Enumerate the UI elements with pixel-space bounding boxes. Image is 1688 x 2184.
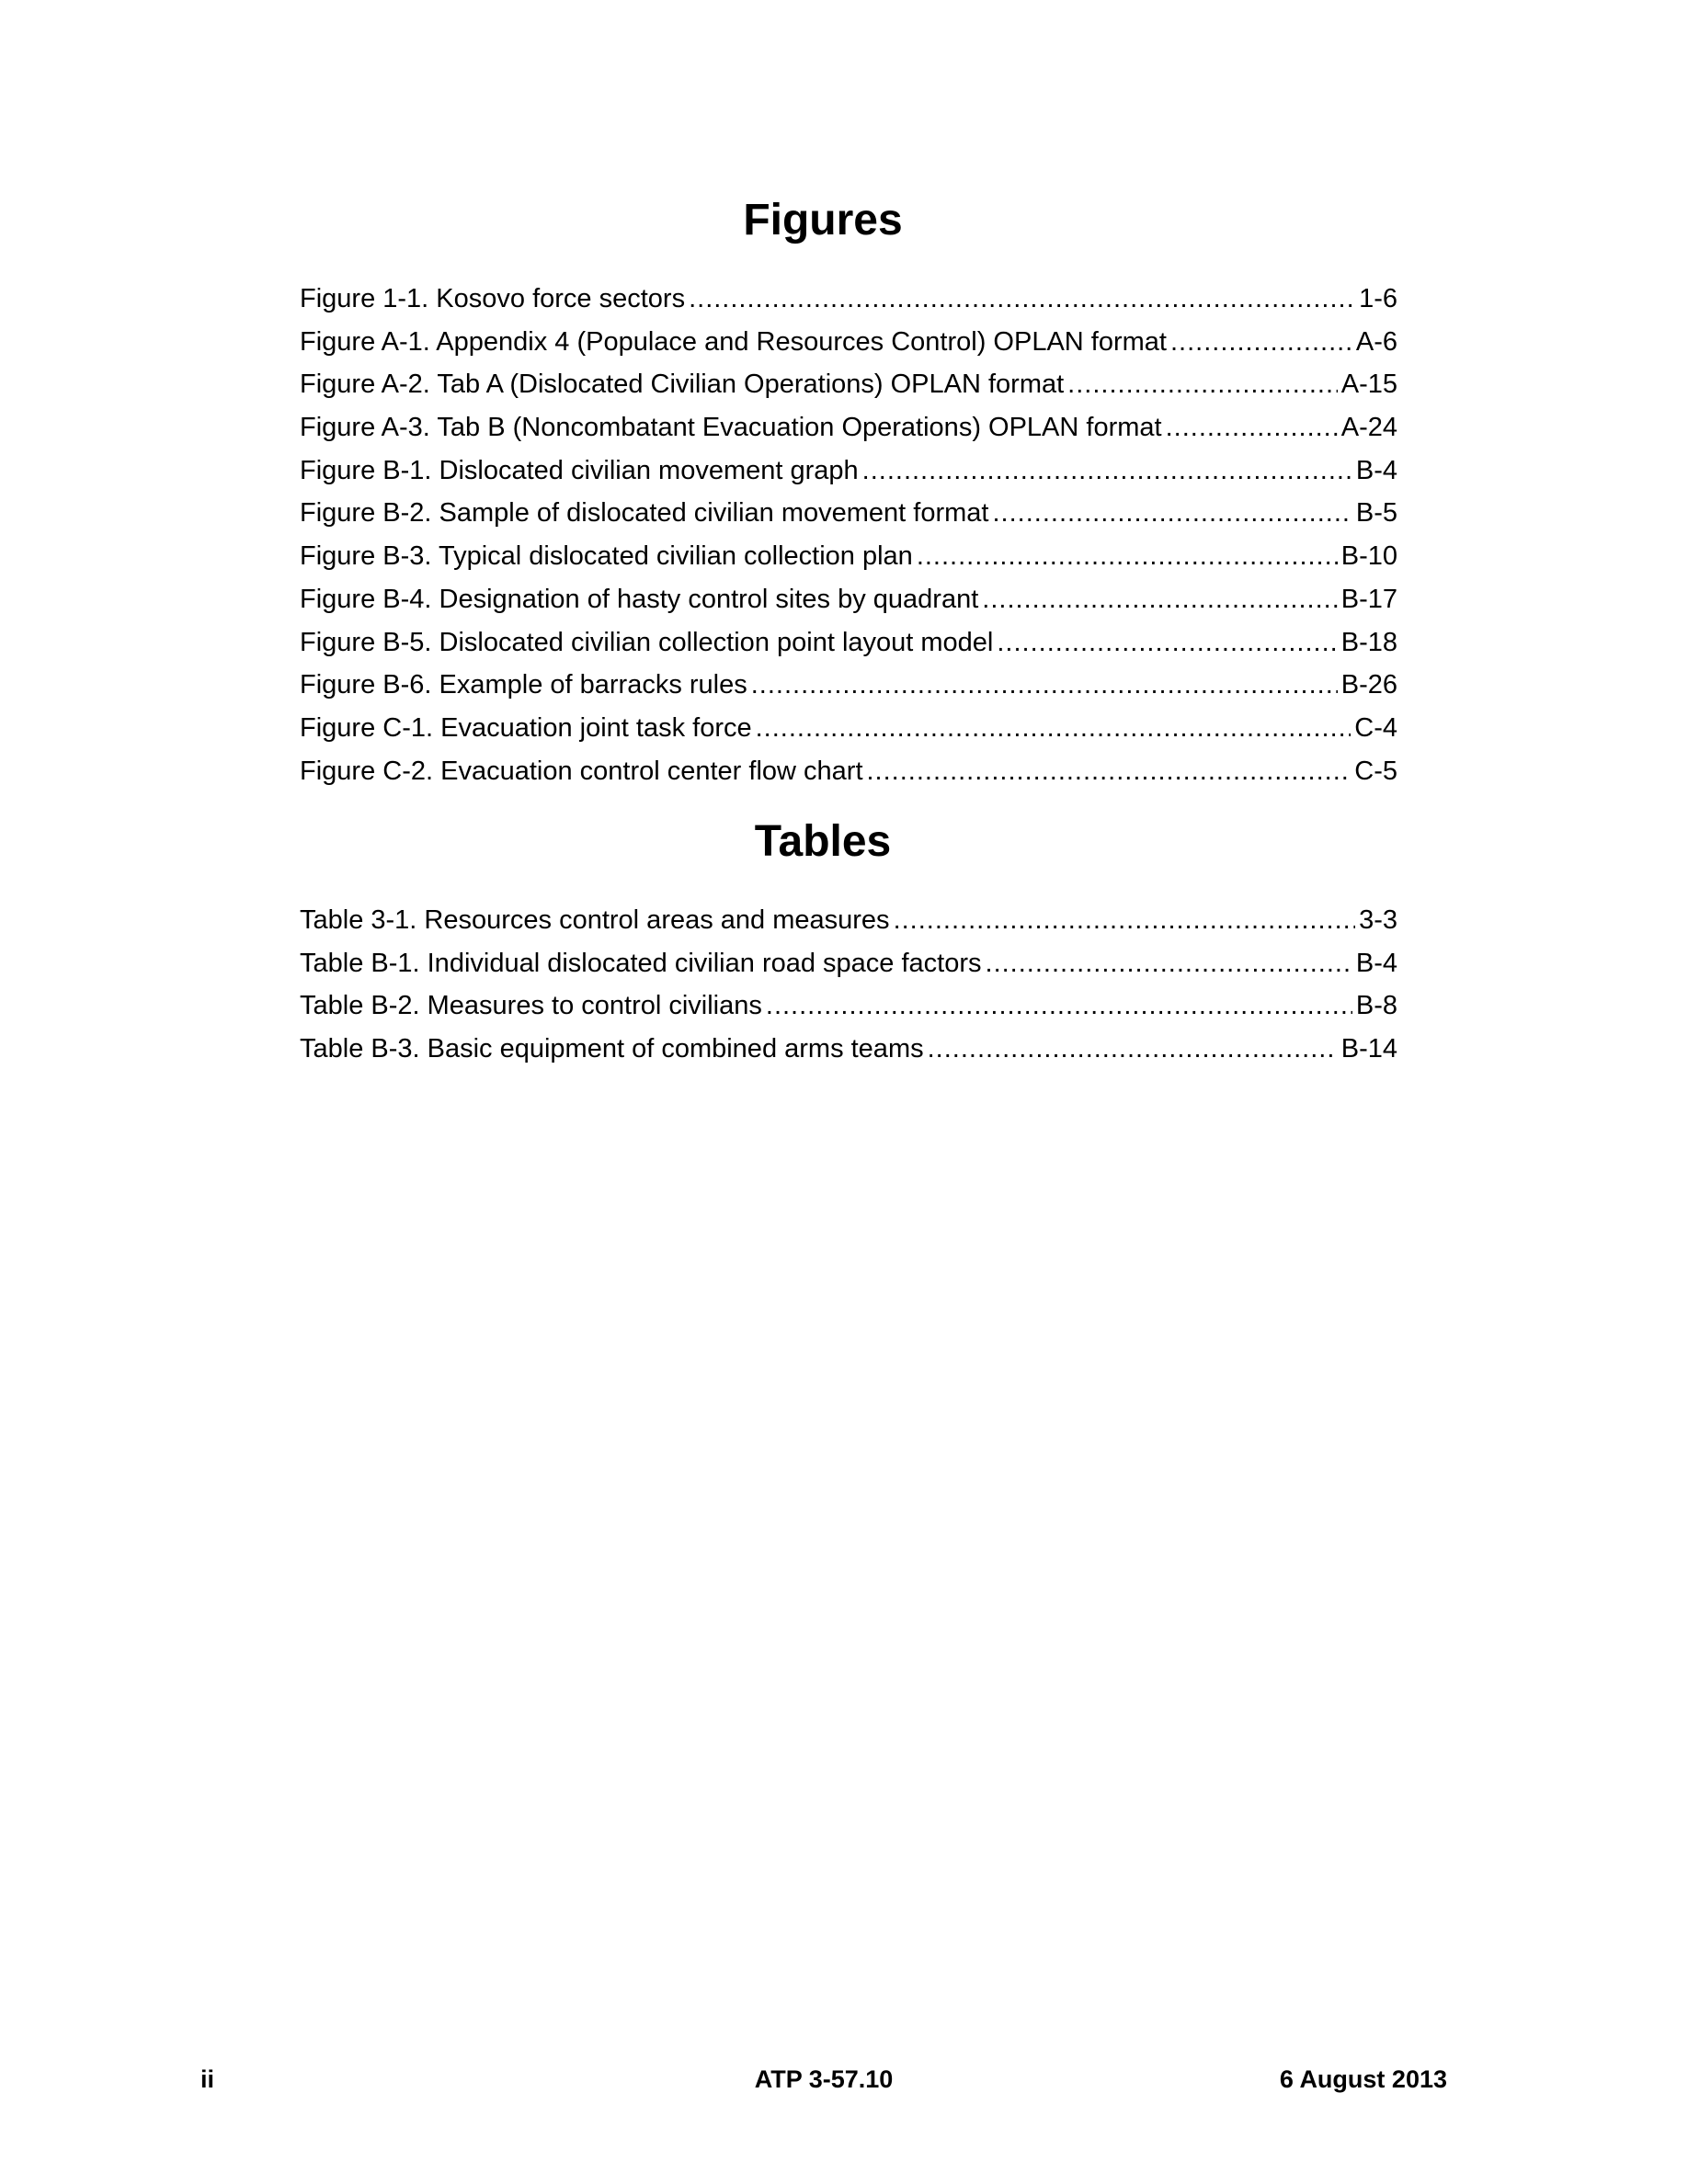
toc-entry-label: Figure 1-1. Kosovo force sectors xyxy=(300,284,686,313)
toc-entry-label: Table B-2. Measures to control civilians xyxy=(300,991,762,1021)
figures-heading: Figures xyxy=(743,196,903,245)
toc-entry[interactable] xyxy=(300,984,1397,1028)
toc-entry[interactable] xyxy=(300,621,1397,665)
tables-list xyxy=(300,899,1397,1071)
toc-entry-page: B-17 xyxy=(1340,584,1397,614)
toc-entry-page: 3-3 xyxy=(1359,905,1397,935)
toc-entry-label: Figure B-6. Example of barracks rules xyxy=(300,670,747,700)
toc-entry[interactable] xyxy=(300,750,1397,793)
toc-entry-page: B-8 xyxy=(1355,991,1397,1021)
toc-entry-page: B-26 xyxy=(1340,670,1397,700)
toc-dot-leader xyxy=(1170,321,1352,364)
toc-entry-page: B-4 xyxy=(1355,455,1397,485)
toc-entry[interactable] xyxy=(300,942,1397,985)
toc-dot-leader xyxy=(689,278,1355,321)
toc-dot-leader xyxy=(766,984,1352,1028)
toc-dot-leader xyxy=(986,942,1352,985)
toc-entry-page: B-10 xyxy=(1340,541,1397,572)
toc-dot-leader xyxy=(1067,363,1338,406)
toc-entry-page: A-24 xyxy=(1340,413,1397,443)
toc-dot-leader xyxy=(982,578,1337,621)
toc-entry[interactable] xyxy=(300,363,1397,406)
footer-date: 6 August 2013 xyxy=(1279,2065,1447,2093)
toc-entry[interactable] xyxy=(300,449,1397,493)
toc-entry-page: B-18 xyxy=(1340,627,1397,657)
toc-entry[interactable] xyxy=(300,406,1397,449)
toc-dot-leader xyxy=(992,492,1352,535)
toc-dot-leader xyxy=(997,621,1337,665)
toc-entry-label: Figure C-2. Evacuation control center flow chart xyxy=(300,756,863,786)
toc-entry-label: Figure B-1. Dislocated civilian movement graph xyxy=(300,455,859,485)
toc-entry-page: B-4 xyxy=(1355,948,1397,978)
footer-page-number: ii xyxy=(200,2065,215,2093)
toc-entry-page: C-5 xyxy=(1354,756,1397,786)
toc-entry-label: Figure B-2. Sample of dislocated civilian movement format xyxy=(300,498,989,529)
toc-dot-leader xyxy=(917,535,1338,578)
toc-entry-label: Figure B-5. Dislocated civilian collection point layout model xyxy=(300,627,994,657)
toc-entry[interactable] xyxy=(300,899,1397,942)
toc-entry-label: Table B-1. Individual dislocated civilian road space factors xyxy=(300,948,982,978)
toc-dot-leader xyxy=(867,750,1352,793)
toc-dot-leader xyxy=(1166,406,1338,449)
toc-dot-leader xyxy=(862,449,1352,493)
toc-dot-leader xyxy=(928,1028,1338,1071)
toc-dot-leader xyxy=(756,707,1352,750)
toc-entry[interactable] xyxy=(300,321,1397,364)
toc-dot-leader xyxy=(751,664,1338,707)
tables-heading: Tables xyxy=(754,817,892,866)
toc-entry[interactable] xyxy=(300,492,1397,535)
figures-list xyxy=(300,278,1397,792)
toc-entry[interactable] xyxy=(300,707,1397,750)
toc-entry-label: Figure C-1. Evacuation joint task force xyxy=(300,712,752,743)
toc-entry-page: C-4 xyxy=(1354,712,1397,743)
toc-entry-page: B-14 xyxy=(1340,1034,1397,1064)
toc-entry[interactable] xyxy=(300,535,1397,578)
toc-entry-label: Figure B-3. Typical dislocated civilian collection plan xyxy=(300,541,913,572)
toc-entry-page: B-5 xyxy=(1355,498,1397,529)
toc-entry[interactable] xyxy=(300,278,1397,321)
toc-entry-label: Table B-3. Basic equipment of combined arms teams xyxy=(300,1034,924,1064)
toc-entry-label: Figure A-1. Appendix 4 (Populace and Resources Control) OPLAN format xyxy=(300,326,1167,357)
toc-dot-leader xyxy=(894,899,1356,942)
toc-entry-page: A-6 xyxy=(1355,326,1397,357)
toc-entry[interactable] xyxy=(300,578,1397,621)
toc-entry-label: Figure A-3. Tab B (Noncombatant Evacuation Operations) OPLAN format xyxy=(300,413,1162,443)
page-footer xyxy=(200,2063,1447,2096)
toc-entry-label: Figure B-4. Designation of hasty control sites by quadrant xyxy=(300,584,979,614)
toc-entry-label: Table 3-1. Resources control areas and measures xyxy=(300,905,890,935)
toc-entry[interactable] xyxy=(300,1028,1397,1071)
footer-publication: ATP 3-57.10 xyxy=(754,2065,894,2093)
toc-entry-label: Figure A-2. Tab A (Dislocated Civilian Operations) OPLAN format xyxy=(300,370,1065,400)
toc-entry-page: 1-6 xyxy=(1359,284,1397,313)
toc-entry-page: A-15 xyxy=(1340,370,1397,400)
toc-entry[interactable] xyxy=(300,664,1397,707)
